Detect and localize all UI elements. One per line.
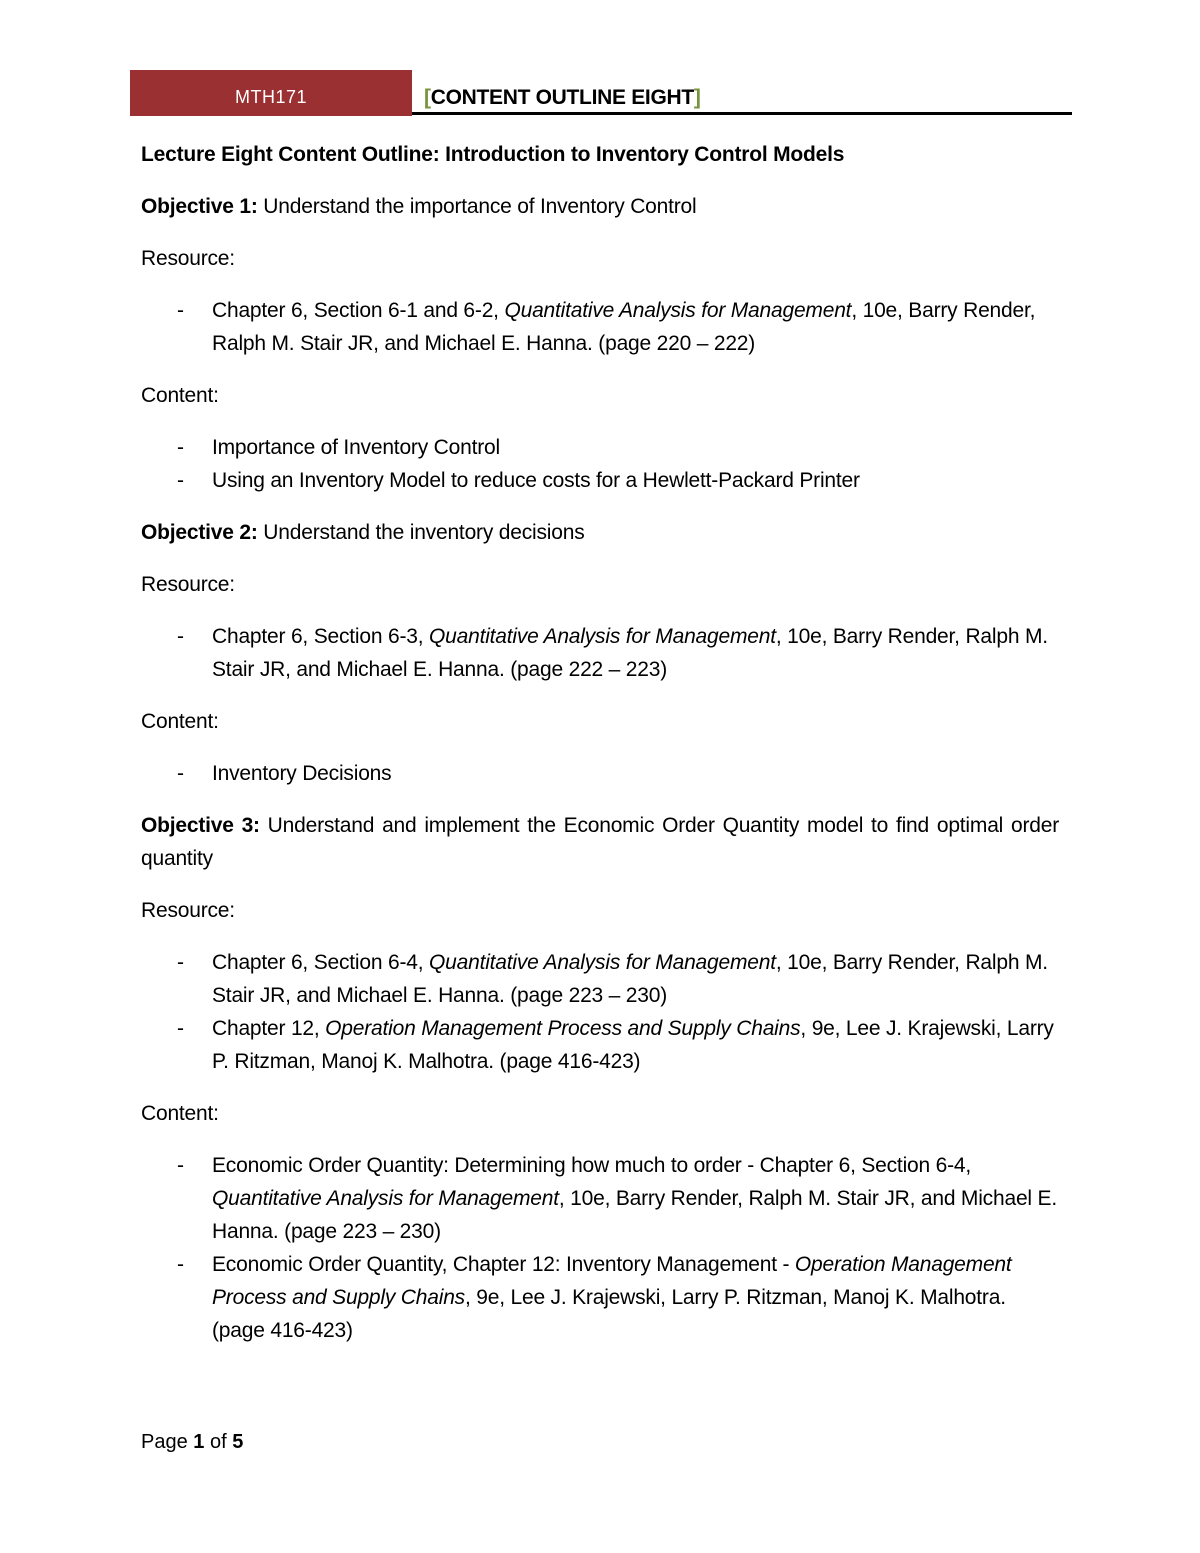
objective-text: Understand and implement the Economic Order Quantity model to find optimal order quantity <box>141 814 1059 870</box>
list-dash: - <box>177 1253 184 1276</box>
page-footer <box>141 1426 243 1458</box>
list-dash: - <box>177 469 184 492</box>
document-body <box>141 138 1059 1366</box>
list-dash: - <box>177 762 184 785</box>
objective-text: Understand the inventory decisions <box>263 521 585 544</box>
list-dash: - <box>177 951 184 974</box>
open-bracket: [ <box>424 86 431 109</box>
resource-item-text-after: , 9e, Lee J. Krajewski, Larry P. Ritzman, Manoj K. Malhotra. (page 416-423) <box>212 1017 1054 1073</box>
page-word: Page <box>141 1431 188 1453</box>
content-label: Content: <box>141 1102 219 1125</box>
content-label: Content: <box>141 710 219 733</box>
resource-item-list <box>141 946 1059 1078</box>
content-item-text: Using an Inventory Model to reduce costs for a Hewlett-Packard Printer <box>212 469 860 492</box>
document-title: Lecture Eight Content Outline: Introduction to Inventory Control Models <box>141 143 845 166</box>
resource-item-italic-title: Quantitative Analysis for Management <box>429 951 776 974</box>
content-item <box>141 431 1059 464</box>
content-item <box>141 1248 1059 1347</box>
objective-heading <box>141 809 1059 875</box>
resource-item <box>141 294 1059 360</box>
resource-item-italic-title: Quantitative Analysis for Management <box>429 625 776 648</box>
resource-item-text: Chapter 6, Section 6-1 and 6-2, <box>212 299 505 322</box>
content-item-italic-title: Quantitative Analysis for Management <box>212 1187 559 1210</box>
header-rule <box>412 112 1072 115</box>
list-dash: - <box>177 436 184 459</box>
close-bracket: ] <box>693 86 701 109</box>
resource-item <box>141 620 1059 686</box>
list-dash: - <box>177 1017 184 1040</box>
resource-label: Resource: <box>141 899 235 922</box>
content-item-list <box>141 431 1059 497</box>
resource-item-text: Chapter 6, Section 6-4, <box>212 951 429 974</box>
resource-item-italic-title: Quantitative Analysis for Management <box>504 299 852 322</box>
objective-heading <box>141 190 1059 223</box>
content-item-text: Inventory Decisions <box>212 762 392 785</box>
objective-sections <box>141 190 1059 1347</box>
objective-label: Objective 2: <box>141 521 258 544</box>
objective-text: Understand the importance of Inventory Control <box>263 195 697 218</box>
content-item <box>141 757 1059 790</box>
content-item-list <box>141 757 1059 790</box>
resource-item <box>141 946 1059 1012</box>
objective-label: Objective 3: <box>141 814 260 837</box>
resource-label: Resource: <box>141 247 235 270</box>
resource-label: Resource: <box>141 573 235 596</box>
content-item <box>141 1149 1059 1248</box>
resource-item-list <box>141 620 1059 686</box>
content-item-text-after: , 9e, Lee J. Krajewski, Larry P. Ritzman, Manoj K. Malhotra. (page 416-423) <box>212 1286 1006 1342</box>
of-word: of <box>209 1431 227 1453</box>
page-number: 1 <box>193 1431 205 1453</box>
content-item-text: Economic Order Quantity, Chapter 12: Inventory Management - <box>212 1253 795 1276</box>
header-title: CONTENT OUTLINE EIGHT <box>430 86 694 109</box>
content-item-text: Economic Order Quantity: Determining how much to order - Chapter 6, Section 6-4, <box>212 1154 972 1177</box>
resource-item-text-after: , 10e, Barry Render, Ralph M. Stair JR, and Michael E. Hanna. (page 223 – 230) <box>212 951 1048 1007</box>
objective-heading <box>141 516 1059 549</box>
content-item <box>141 464 1059 497</box>
content-item-italic-title: Operation Management Process and Supply Chains <box>212 1253 1012 1309</box>
resource-item-italic-title: Operation Management Process and Supply Chains <box>325 1017 801 1040</box>
objective-section <box>141 516 1059 790</box>
resource-item <box>141 1012 1059 1078</box>
content-item-list <box>141 1149 1059 1347</box>
course-code: MTH171 <box>234 87 308 107</box>
header-title-block <box>424 80 701 116</box>
resource-item-list <box>141 294 1059 360</box>
list-dash: - <box>177 1154 184 1177</box>
total-pages: 5 <box>232 1431 244 1453</box>
content-item-text-after: , 10e, Barry Render, Ralph M. Stair JR, and Michael E. Hanna. (page 223 – 230) <box>212 1187 1057 1243</box>
content-item-text: Importance of Inventory Control <box>212 436 500 459</box>
objective-section <box>141 809 1059 1347</box>
list-dash: - <box>177 299 184 322</box>
page-header <box>130 70 1072 116</box>
objective-label: Objective 1: <box>141 195 258 218</box>
resource-item-text: Chapter 12, <box>212 1017 326 1040</box>
course-code-band <box>130 70 412 116</box>
resource-item-text: Chapter 6, Section 6-3, <box>212 625 429 648</box>
resource-item-text-after: , 10e, Barry Render, Ralph M. Stair JR, and Michael E. Hanna. (page 220 – 222) <box>212 299 1036 355</box>
resource-item-text-after: , 10e, Barry Render, Ralph M. Stair JR, and Michael E. Hanna. (page 222 – 223) <box>212 625 1048 681</box>
content-label: Content: <box>141 384 219 407</box>
objective-section <box>141 190 1059 497</box>
list-dash: - <box>177 625 184 648</box>
